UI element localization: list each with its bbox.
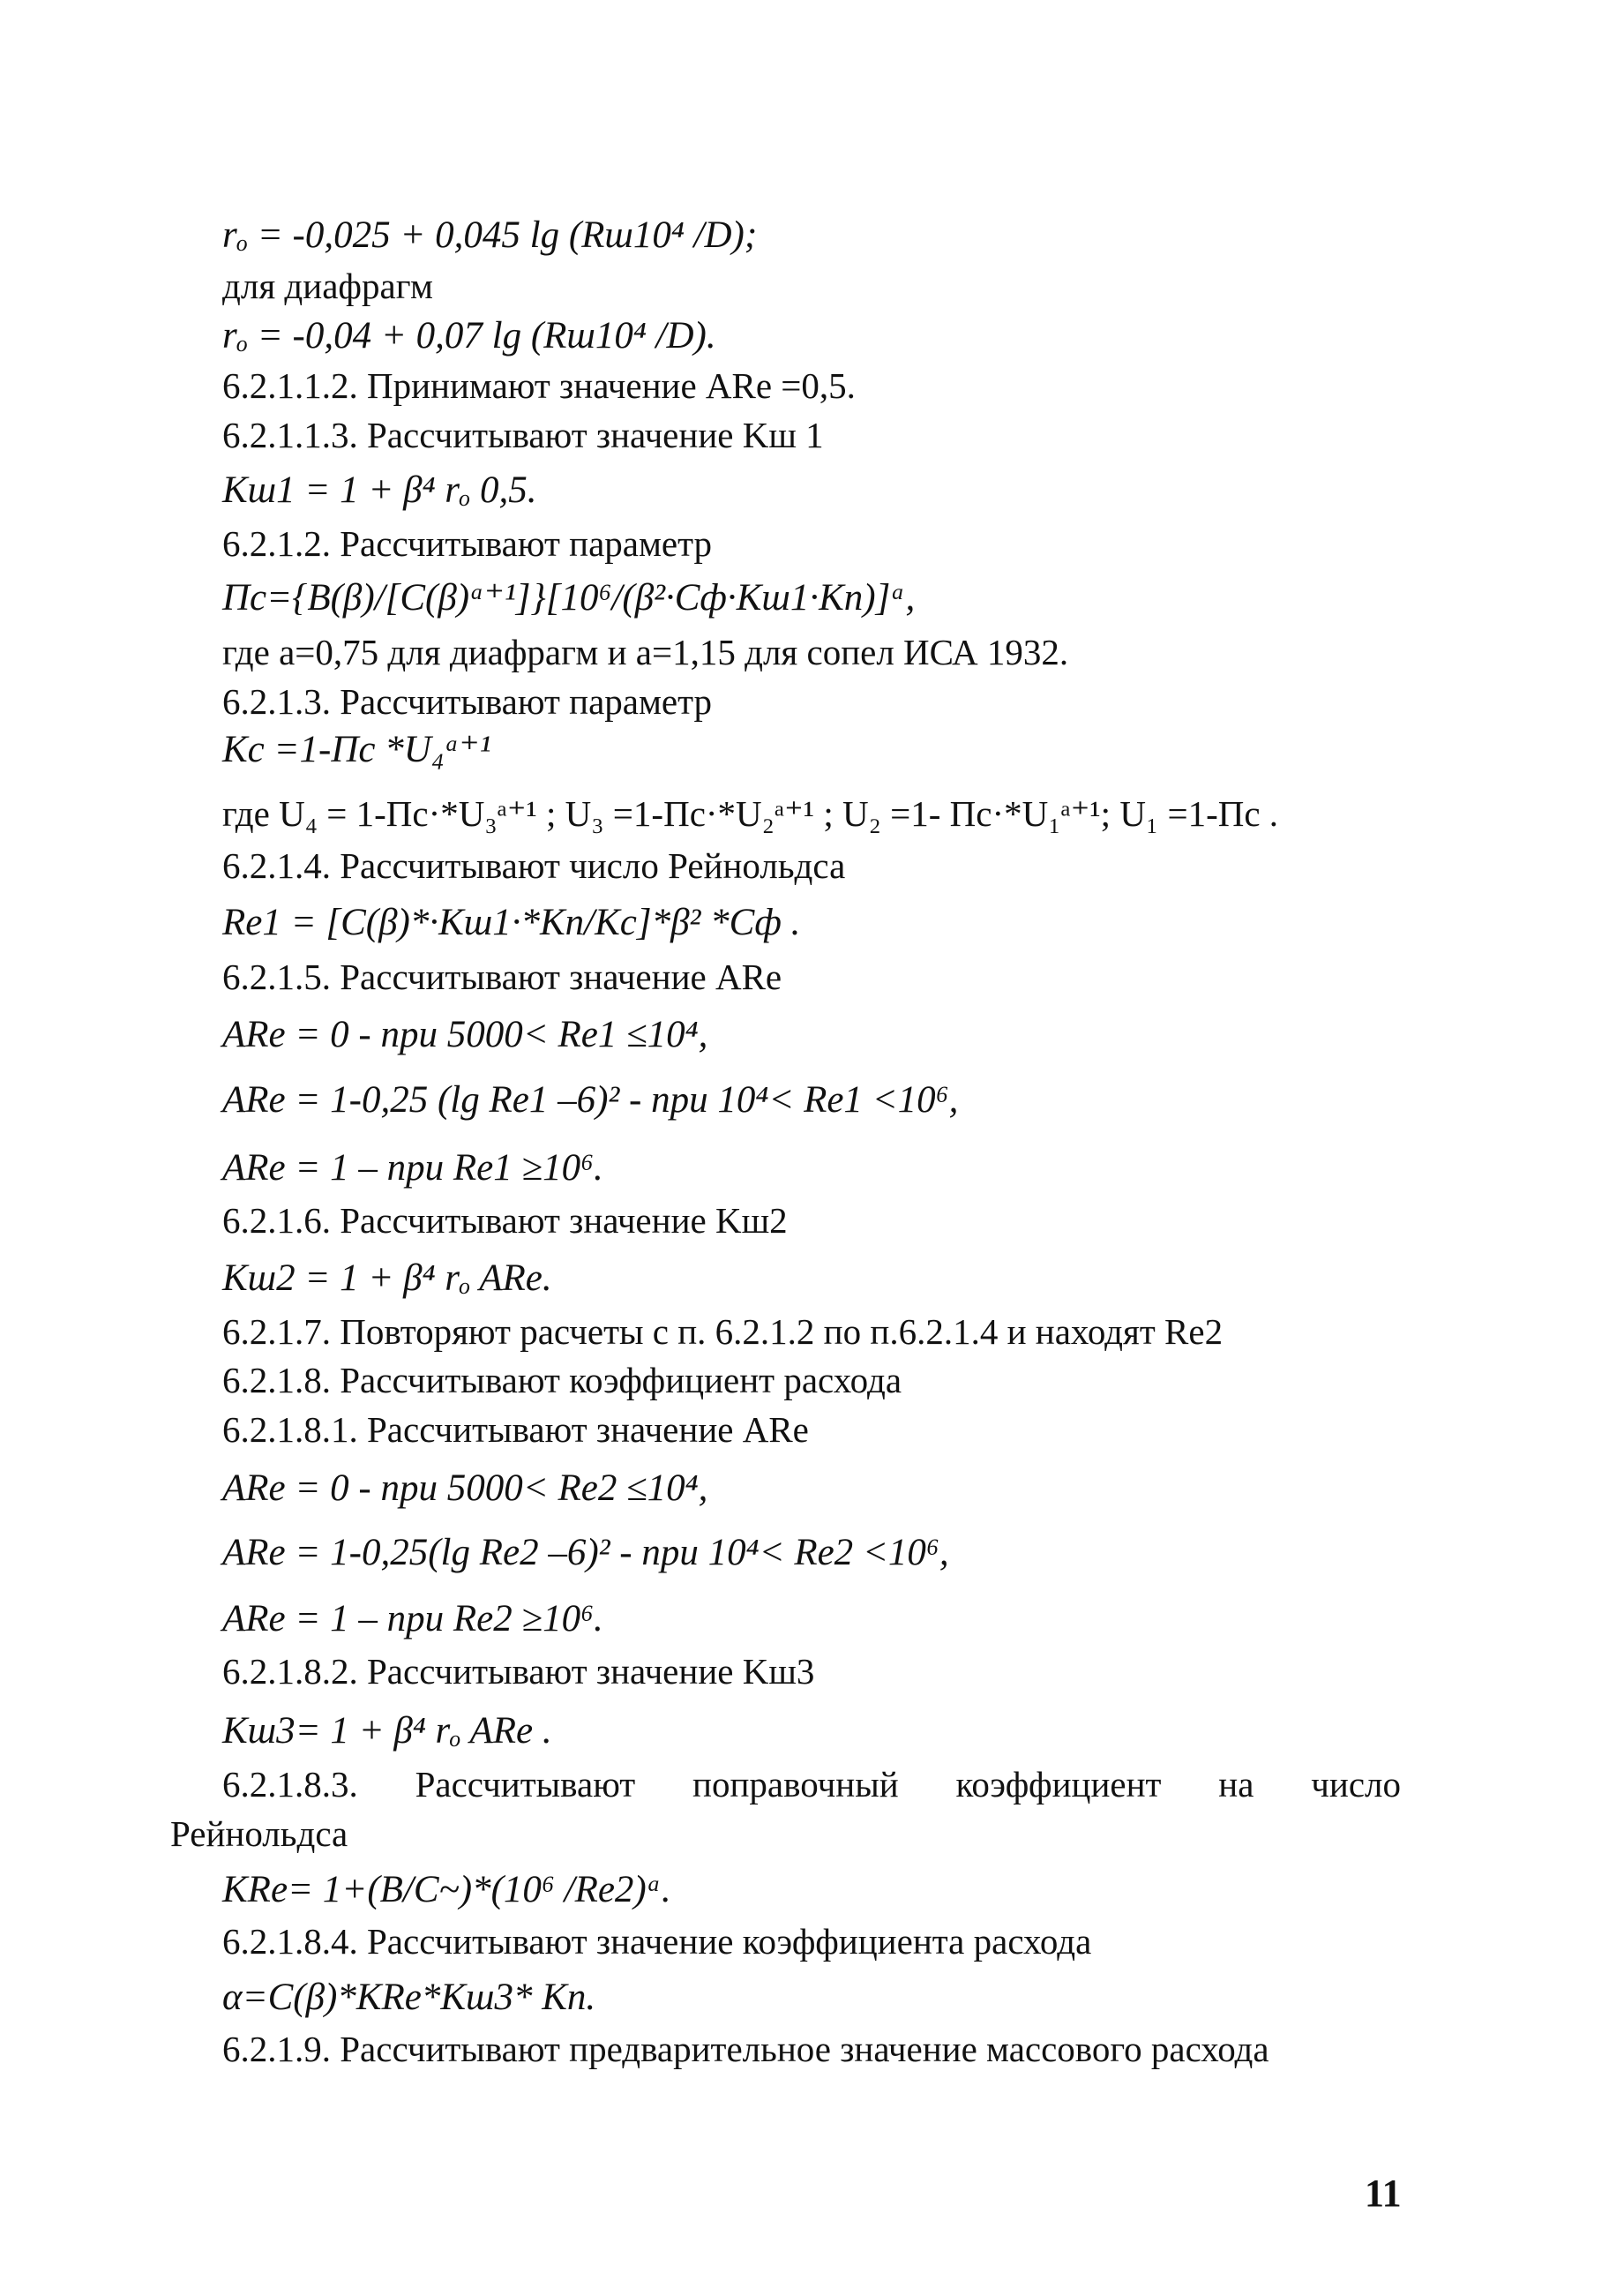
formula-kre: KRe= 1+(B/C~)*(10⁶ /Re2)ᵃ. — [222, 1869, 671, 1910]
paragraph-line: 6.2.1.4. Рассчитывают число Рейнольдса — [222, 845, 846, 886]
paragraph-line: 6.2.1.6. Рассчитывают значение Kш2 — [222, 1200, 788, 1241]
formula-are-case1: ARe = 0 - при 5000< Re1 ≤10⁴, — [222, 1014, 708, 1055]
formula-are-re2-case2: ARe = 1-0,25(lg Re2 –6)² - при 10⁴< Re2 <10⁶, — [222, 1532, 949, 1573]
formula-ksh2: Kш2 = 1 + β⁴ rₒ ARe. — [222, 1257, 552, 1299]
paragraph-line-continuation: Рейнольдса — [170, 1813, 348, 1854]
formula-pc: Пс={B(β)/[C(β)ᵃ⁺¹]}[10⁶/(β²·Cф·Kш1·Kп)]ᵃ, — [222, 577, 916, 619]
page-number: 11 — [1365, 2172, 1402, 2215]
paragraph-line-u-values: где U₄ = 1-Пс·*U₃ᵃ⁺¹ ; U₃ =1-Пс·*U₂ᵃ⁺¹ ; U₂ =1- Пс·*U₁ᵃ⁺¹; U₁ =1-Пс . — [222, 793, 1279, 834]
paragraph-line: 6.2.1.8.1. Рассчитывают значение ARe — [222, 1409, 809, 1450]
formula-ksh3: Kш3= 1 + β⁴ rₒ ARe . — [222, 1710, 552, 1752]
formula-kc: Kс =1-Пс *U₄ᵃ⁺¹ — [222, 729, 491, 770]
paragraph-line: 6.2.1.8.2. Рассчитывают значение Kш3 — [222, 1651, 815, 1692]
formula-are-re2-case3: ARe = 1 – при Re2 ≥10⁶. — [222, 1598, 603, 1639]
paragraph-line: 6.2.1.7. Повторяют расчеты с п. 6.2.1.2 по п.6.2.1.4 и находят Re2 — [222, 1311, 1224, 1352]
paragraph-line: где a=0,75 для диафрагм и a=1,15 для сопел ИСА 1932. — [222, 632, 1069, 672]
paragraph-line: 6.2.1.2. Рассчитывают параметр — [222, 523, 713, 564]
paragraph-line: 6.2.1.9. Рассчитывают предварительное значение массового расхода — [222, 2029, 1269, 2069]
paragraph-line-justified: 6.2.1.8.3. Рассчитывают поправочный коэффициент на число — [222, 1764, 1401, 1805]
formula-are-case3: ARe = 1 – при Re1 ≥10⁶. — [222, 1147, 603, 1189]
paragraph-line: 6.2.1.5. Рассчитывают значение ARe — [222, 957, 782, 997]
paragraph-line: 6.2.1.8.4. Рассчитывают значение коэффициента расхода — [222, 1921, 1092, 1962]
formula-re1: Re1 = [C(β)*·Kш1·*Kп/Kс]*β² *Cф . — [222, 902, 801, 943]
paragraph-line: 6.2.1.1.2. Принимают значение ARe =0,5. — [222, 365, 856, 406]
formula-r0-nozzles: rₒ = -0,025 + 0,045 lg (Rш10⁴ /D); — [222, 214, 758, 256]
formula-r0-diaphragms: rₒ = -0,04 + 0,07 lg (Rш10⁴ /D). — [222, 315, 716, 356]
formula-ksh1: Kш1 = 1 + β⁴ rₒ 0,5. — [222, 469, 537, 511]
formula-alpha: α=C(β)*KRe*Kш3* Kп. — [222, 1977, 596, 2018]
paragraph-line: для диафрагм — [222, 266, 433, 306]
paragraph-line: 6.2.1.3. Рассчитывают параметр — [222, 681, 713, 722]
paragraph-line: 6.2.1.1.3. Рассчитывают значение Kш 1 — [222, 415, 824, 455]
paragraph-line: 6.2.1.8. Рассчитывают коэффициент расхода — [222, 1360, 902, 1400]
formula-are-case2: ARe = 1-0,25 (lg Re1 –6)² - при 10⁴< Re1 <10⁶, — [222, 1079, 959, 1121]
formula-are-re2-case1: ARe = 0 - при 5000< Re2 ≤10⁴, — [222, 1467, 708, 1509]
